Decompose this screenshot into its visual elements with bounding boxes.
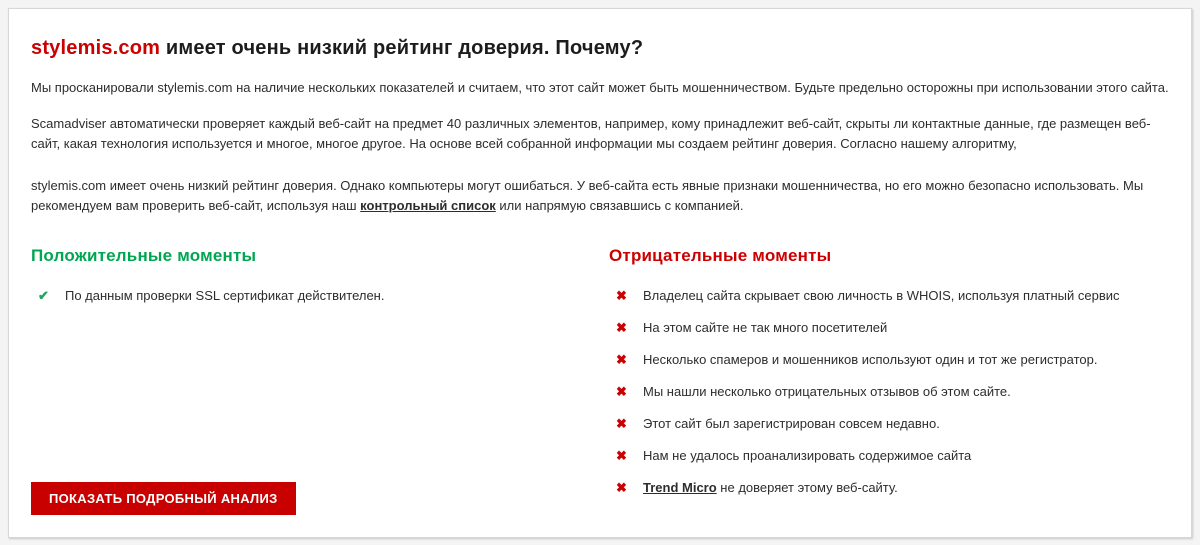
negative-item-text: Этот сайт был зарегистрирован совсем недавно. xyxy=(643,416,940,431)
intro-paragraph-3-before: stylemis.com имеет очень низкий рейтинг доверия. Однако компьютеры могут ошибаться. У веб-сайта есть явные признаки мошенничества, но его можно безопасно использовать. Мы рекомендуем вам проверить веб-сайт, используя наш xyxy=(31,178,1144,213)
page-title-text: имеет очень низкий рейтинг доверия. Почему? xyxy=(160,37,644,59)
positives-list xyxy=(31,286,609,306)
negative-item-text: Нам не удалось проанализировать содержимое сайта xyxy=(643,448,972,463)
cross-icon: ✖ xyxy=(616,416,627,431)
intro-paragraph-3-after: или напрямую связавшись с компанией. xyxy=(495,198,744,213)
intro-section xyxy=(31,78,1169,216)
page-title xyxy=(31,37,1169,60)
cross-icon: ✖ xyxy=(616,480,627,495)
checklist-link[interactable]: контрольный список xyxy=(360,198,496,213)
cross-icon: ✖ xyxy=(616,352,627,367)
negative-item-text: На этом сайте не так много посетителей xyxy=(643,320,888,335)
negative-item-text: Несколько спамеров и мошенников используют один и тот же регистратор. xyxy=(643,352,1098,367)
trend-micro-link[interactable]: Trend Micro xyxy=(643,480,717,495)
negative-item-text-rest: не доверяет этому веб-сайту. xyxy=(716,480,898,495)
site-domain: stylemis.com xyxy=(31,37,161,59)
negative-item-text: Владелец сайта скрывает свою личность в WHOIS, используя платный сервис xyxy=(643,288,1120,303)
positive-item-text: По данным проверки SSL сертификат действителен. xyxy=(65,288,385,303)
checkmark-icon: ✔ xyxy=(38,288,49,303)
negative-item xyxy=(609,350,1169,370)
intro-paragraph-3 xyxy=(31,176,1169,216)
negatives-list xyxy=(609,286,1169,498)
negative-item-text: Мы нашли несколько отрицательных отзывов об этом сайте. xyxy=(643,384,1011,399)
intro-paragraph-1: Мы просканировали stylemis.com на наличие нескольких показателей и считаем, что этот сайт может быть мошенничеством. Будьте предельно осторожны при использовании этого сайта. xyxy=(31,80,1169,95)
intro-paragraph-2: Scamadviser автоматически проверяет каждый веб-сайт на предмет 40 различных элементов, например, кому принадлежит веб-сайт, скрыты ли контактные данные, где размещен веб-сайт, какая технология используется и многое, многое другое. На основе всей собранной информации мы создаем рейтинг доверия. Согласно нашему алгоритму, xyxy=(31,116,1151,151)
cross-icon: ✖ xyxy=(616,448,627,463)
negative-item xyxy=(609,446,1169,466)
negative-item xyxy=(609,414,1169,434)
negative-item xyxy=(609,286,1169,306)
positive-item xyxy=(31,286,609,306)
negative-item xyxy=(609,382,1169,402)
negative-item xyxy=(609,318,1169,338)
show-detailed-analysis-button[interactable]: ПОКАЗАТЬ ПОДРОБНЫЙ АНАЛИЗ xyxy=(31,482,296,515)
negative-item-text xyxy=(643,478,898,498)
positive-highlights xyxy=(31,246,609,510)
positives-heading: Положительные моменты xyxy=(31,246,257,265)
cross-icon: ✖ xyxy=(616,320,627,335)
cross-icon: ✖ xyxy=(616,384,627,399)
highlights-columns xyxy=(31,246,1169,510)
negative-highlights xyxy=(609,246,1169,510)
negatives-heading: Отрицательные моменты xyxy=(609,246,832,265)
negative-item xyxy=(609,478,1169,498)
trust-report-panel xyxy=(8,8,1192,538)
cross-icon: ✖ xyxy=(616,288,627,303)
